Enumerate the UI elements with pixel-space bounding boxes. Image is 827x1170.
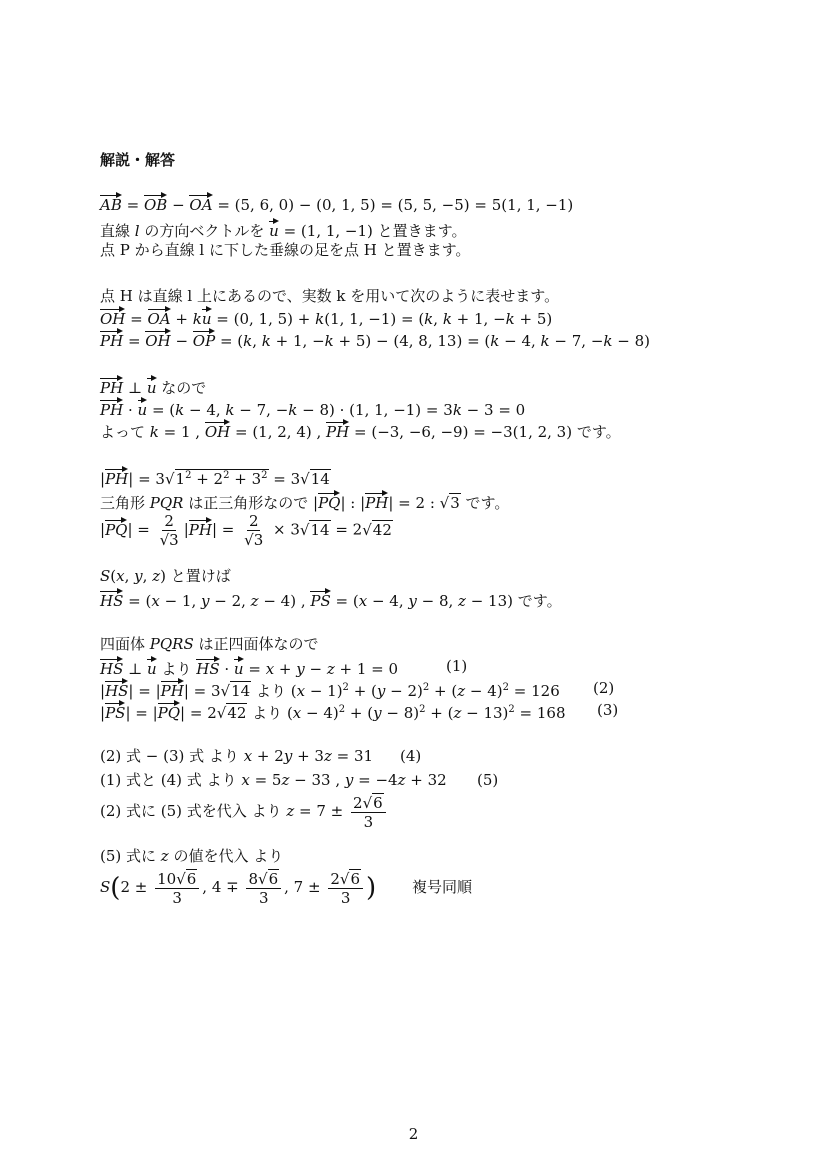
equation-number-1: (1): [446, 657, 468, 675]
equation-number-5: (5): [477, 771, 499, 789]
equation-oh: OH = OA + ku = (0, 1, 5) + k(1, 1, −1) = (k, k + 1, −k + 5): [100, 306, 552, 329]
equation-ph: PH = OH − OP = (k, k + 1, −k + 5) − (4, 8, 13) = (k − 4, k − 7, −k − 8): [100, 328, 650, 351]
equation-dot-product: PH · u = (k − 4, k − 7, −k − 8) · (1, 1, −1) = 3k − 3 = 0: [100, 397, 525, 420]
page-number: 2: [408, 1125, 419, 1143]
text-substitute-z: (5) 式に z の値を代入 より: [100, 847, 284, 865]
text-h-on-line: 点 H は直線 l 上にあるので、実数 k を用いて次のように表せます。: [100, 287, 560, 305]
equation-2: |HS| = |PH| = 3√14 より $(x - 1)^2 + (y - 2)^2 + (z - 4)^2 = 126$: [100, 678, 560, 701]
equation-number-4: (4): [400, 747, 422, 765]
equation-s-coordinates: S(2 ± $\frac{10√6}{3}$ , 4 ∓ $\frac{8√6}{3}$ , 7 ± $\frac{2√6}{3}$ ): [100, 869, 377, 907]
text-s-definition: S(x, y, z) と置けば: [100, 567, 231, 585]
equation-1: HS ⊥ u より HS · u = x + y − z + 1 = 0: [100, 656, 398, 679]
note-fukugo-doujun: 複号同順: [412, 878, 473, 896]
equation-hs-ps: HS = (x − 1, y − 2, z − 4) , PS = (x − 4, y − 8, z − 13) です。: [100, 588, 562, 611]
text-foot-of-perpendicular: 点 P から直線 l に下した垂線の足を点 H と置きます。: [100, 241, 471, 259]
text-ph-perp-u: PH ⊥ u なので: [100, 375, 206, 398]
section-heading: 解説・解答: [100, 151, 176, 169]
equation-ab: AB = OB − OA = (5, 6, 0) − (0, 1, 5) = (5, 5, −5) = 5(1, 1, −1): [100, 192, 573, 215]
equation-number-2: (2): [593, 679, 615, 697]
equation-k-result: よって k = 1 , OH = (1, 2, 4) , PH = (−3, −6, −9) = −3(1, 2, 3) です。: [100, 419, 621, 442]
equation-3: |PS| = |PQ| = 2√42 より $(x - 4)^2 + (y - 8)^2 + (z - 13)^2 = 168$: [100, 700, 566, 723]
equation-4: (2) 式 − (3) 式 より x + 2y + 3z = 31: [100, 747, 374, 765]
text-direction-vector: 直線 l の方向ベクトルを u = (1, 1, −1) と置きます。: [100, 218, 466, 241]
equation-z-value: (2) 式に (5) 式を代入 より z = 7 ± $\frac{2√6}{3}$: [100, 793, 389, 831]
equation-number-3: (3): [597, 701, 619, 719]
equation-5: (1) 式と (4) 式 より x = 5z − 33 , y = −4z + 32: [100, 771, 447, 789]
equation-ph-length: $|PH| = 3√1^2 + 2^2 + 3^2 = 3√14$: [100, 466, 331, 489]
text-equilateral-triangle: 三角形 PQR は正三角形なので |PQ| : |PH| = 2 : √3 です。: [100, 490, 509, 513]
equation-pq-length: |PQ| = $\frac{2}{√3}$ |PH| = $\frac{2}{√3}$ × 3√14 = 2√42: [100, 512, 392, 549]
text-regular-tetrahedron: 四面体 PQRS は正四面体なので: [100, 635, 319, 653]
